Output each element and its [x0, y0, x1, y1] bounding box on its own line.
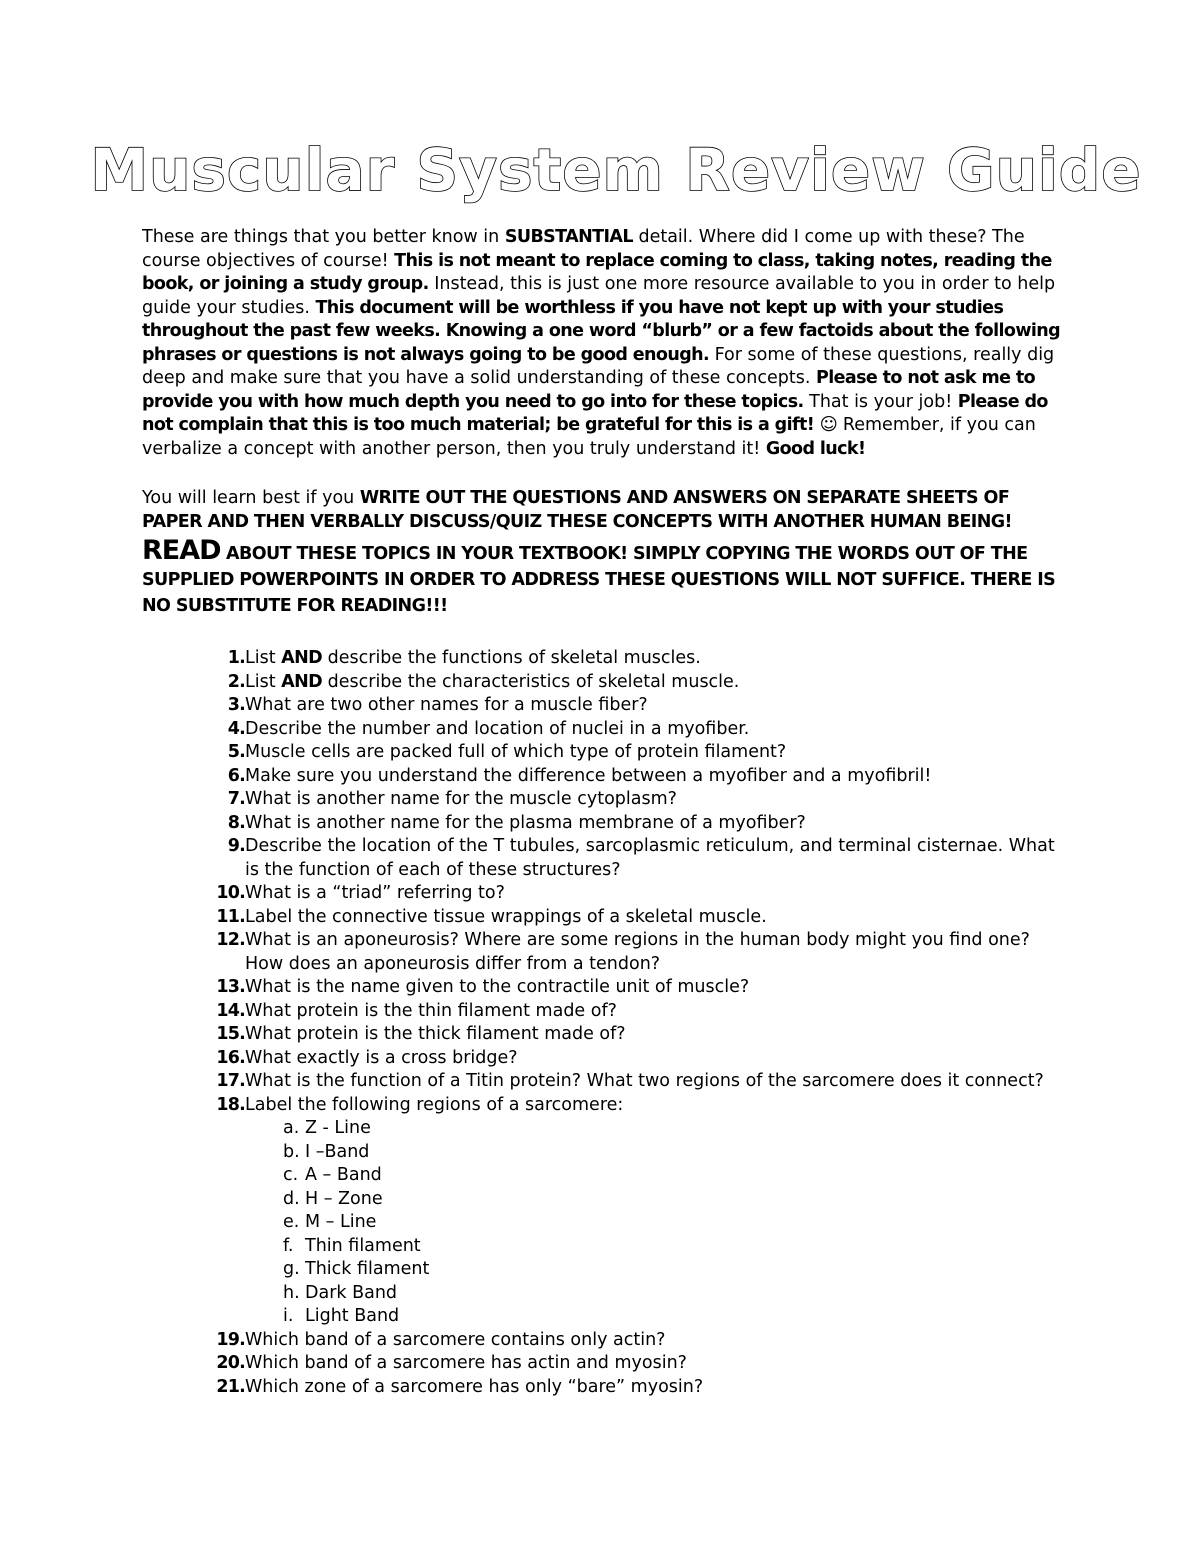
question-list: [205, 647, 1065, 1399]
question-number: 5.: [227, 742, 245, 762]
question-text-bold: AND: [281, 671, 323, 692]
sub-list-letter: b.: [283, 1141, 300, 1162]
question-item: [205, 1329, 1065, 1353]
intro-bold-1: SUBSTANTIAL: [504, 227, 633, 247]
sub-list-text: Z - Line: [305, 1118, 371, 1138]
question-number: 19.: [216, 1329, 245, 1350]
question-text: What is the function of a Titin protein? What two regions of the sarcomere does it connect?: [245, 1071, 1044, 1091]
question-item: [205, 976, 1065, 1000]
sub-list-letter: c.: [283, 1165, 299, 1185]
question-text: Muscle cells are packed full of which type of protein filament?: [245, 742, 787, 762]
sub-list-item: [205, 1164, 1065, 1188]
question-item: [205, 1070, 1065, 1094]
sub-list-item: [205, 1282, 1065, 1306]
intro-text-1: These are things that you better know in: [142, 227, 505, 247]
sub-list-text: Thick filament: [305, 1259, 430, 1279]
question-number: 10.: [216, 883, 245, 903]
sub-list-item: [205, 1258, 1065, 1282]
question-item: [205, 906, 1065, 930]
question-item: [205, 694, 1065, 718]
question-text: Label the connective tissue wrappings of a skeletal muscle.: [245, 906, 767, 927]
question-text: What is a “triad” referring to?: [245, 883, 505, 903]
intro-text-3: Instead, this is just one more resource available to you in order to help guide your studies.: [142, 274, 1056, 318]
question-item: [205, 1352, 1065, 1376]
sub-list-item: [205, 1305, 1065, 1329]
question-number: 21.: [216, 1376, 245, 1397]
question-text: [245, 671, 1065, 695]
question-number: 1.: [227, 648, 245, 668]
question-number: 17.: [216, 1071, 245, 1091]
sub-list-letter: f.: [283, 1235, 294, 1256]
question-text: Which band of a sarcomere contains only actin?: [245, 1329, 666, 1350]
question-item: [205, 929, 1065, 976]
read-word: READ: [142, 535, 221, 566]
question-text: [245, 647, 1065, 671]
sub-list-letter: h.: [283, 1282, 300, 1303]
question-item: [205, 647, 1065, 671]
question-text: What is another name for the muscle cytoplasm?: [245, 789, 677, 809]
intro-text-5: That is your job!: [803, 391, 958, 412]
question-text-pre: List: [245, 648, 282, 668]
question-text: What are two other names for a muscle fiber?: [245, 695, 648, 715]
sub-list-item: [205, 1117, 1065, 1141]
question-item: [205, 1023, 1065, 1047]
question-item: [205, 741, 1065, 765]
question-number: 3.: [227, 695, 245, 715]
sub-list-item: [205, 1211, 1065, 1235]
question-number: 15.: [216, 1024, 245, 1044]
question-item: [205, 1376, 1065, 1400]
question-number: 8.: [227, 812, 245, 833]
question-item: [205, 1094, 1065, 1118]
question-number: 7.: [227, 789, 245, 809]
question-text: Label the following regions of a sarcomere:: [245, 1094, 624, 1115]
sub-list-text: M – Line: [305, 1212, 377, 1232]
learn-bold: WRITE OUT THE QUESTIONS AND ANSWERS ON SEPARATE SHEETS OF PAPER AND THEN VERBALLY DISCUSS/QUIZ THESE CONCEPTS WITH ANOTHER HUMAN BEING!: [142, 488, 1012, 532]
sub-list-letter: i.: [283, 1306, 294, 1326]
question-number: 12.: [216, 930, 245, 950]
sub-list-text: A – Band: [305, 1165, 382, 1185]
intro-paragraph: [142, 226, 1062, 461]
question-item: [205, 1000, 1065, 1024]
sub-list-letter: a.: [283, 1118, 300, 1138]
question-text-bold: AND: [281, 648, 323, 668]
question-text: What is another name for the plasma membrane of a myofiber?: [245, 812, 806, 833]
question-text: What protein is the thin filament made of?: [245, 1000, 617, 1021]
sub-list-text: Thin filament: [305, 1235, 421, 1256]
question-item: [205, 1047, 1065, 1071]
question-text: What is an aponeurosis? Where are some regions in the human body might you find one? How does an aponeurosis differ from a tendon?: [245, 930, 1030, 974]
sub-list-text: I –Band: [305, 1141, 370, 1162]
page-title: Muscular System Review Guide: [90, 136, 1142, 204]
sub-list-letter: d.: [283, 1188, 300, 1209]
sub-list-item: [205, 1188, 1065, 1212]
sub-list-item: [205, 1235, 1065, 1259]
question-number: 9.: [227, 836, 245, 856]
question-text: Describe the number and location of nuclei in a myofiber.: [245, 718, 750, 739]
sarcomere-region-list: [205, 1117, 1065, 1329]
question-text: Make sure you understand the difference between a myofiber and a myofibril!: [245, 765, 932, 786]
intro-text-4: For some of these questions, really dig deep and make sure that you have a solid understanding of these concepts.: [142, 344, 1055, 388]
question-number: 11.: [216, 906, 245, 927]
learn-paragraph: [142, 486, 1062, 534]
read-paragraph: [142, 535, 1062, 619]
question-number: 13.: [216, 977, 245, 997]
question-text: What exactly is a cross bridge?: [245, 1047, 518, 1068]
question-text: Which band of a sarcomere has actin and myosin?: [245, 1353, 687, 1373]
intro-text-6: Remember, if you can verbalize a concept with another person, then you truly understand it!: [142, 415, 1036, 459]
intro-bold-4: Please to not ask me to provide you with how much depth you need to go into for these topics.: [142, 368, 1036, 412]
question-number: 4.: [227, 718, 245, 739]
question-number: 20.: [216, 1353, 245, 1373]
intro-bold-6: Good luck!: [765, 438, 866, 459]
question-text-post: describe the characteristics of skeletal muscle.: [322, 671, 740, 692]
sub-list-text: H – Zone: [305, 1188, 383, 1209]
question-item: [205, 882, 1065, 906]
question-item: [205, 671, 1065, 695]
learn-text: You will learn best if you: [142, 488, 360, 508]
question-item: [205, 835, 1065, 882]
sub-list-letter: e.: [283, 1212, 300, 1232]
question-text-post: describe the functions of skeletal muscles.: [322, 648, 701, 668]
read-bold-text: ABOUT THESE TOPICS IN YOUR TEXTBOOK! SIMPLY COPYING THE WORDS OUT OF THE SUPPLIED POWERPOINTS IN ORDER TO ADDRESS THESE QUESTIONS WILL NOT SUFFICE. THERE IS NO SUBSTITUTE FOR READING!!!: [142, 544, 1056, 616]
intro-bold-2: This is not meant to replace coming to class, taking notes, reading the book, or joining a study group.: [142, 250, 1052, 294]
intro-bold-5: Please do not complain that this is too much material; be grateful for this is a gift! ☺: [142, 391, 1048, 435]
question-item: [205, 788, 1065, 812]
question-text: What protein is the thick filament made of?: [245, 1024, 626, 1044]
intro-text-2: detail. Where did I come up with these? The course objectives of course!: [142, 227, 1025, 271]
sub-list-text: Light Band: [305, 1306, 400, 1326]
question-text-pre: List: [245, 671, 282, 692]
sub-list-container: [205, 1117, 1065, 1329]
question-number: 16.: [216, 1047, 245, 1068]
sub-list-text: Dark Band: [305, 1282, 398, 1303]
sub-list-letter: g.: [283, 1259, 300, 1279]
question-text: What is the name given to the contractile unit of muscle?: [245, 977, 750, 997]
question-text: Describe the location of the T tubules, sarcoplasmic reticulum, and terminal cisternae. What is the function of each of these structures?: [245, 836, 1055, 880]
sub-list-item: [205, 1141, 1065, 1165]
question-number: 2.: [227, 671, 245, 692]
question-text: Which zone of a sarcomere has only “bare” myosin?: [245, 1376, 704, 1397]
intro-bold-3: This document will be worthless if you have not kept up with your studies throughout the past few weeks. Knowing a one word “blurb” or a few factoids about the following phrases or questions is not always going to be good enough.: [142, 297, 1061, 365]
question-item: [205, 718, 1065, 742]
question-number: 14.: [216, 1000, 245, 1021]
question-number: 6.: [227, 765, 245, 786]
question-item: [205, 812, 1065, 836]
question-item: [205, 765, 1065, 789]
question-number: 18.: [216, 1094, 245, 1115]
